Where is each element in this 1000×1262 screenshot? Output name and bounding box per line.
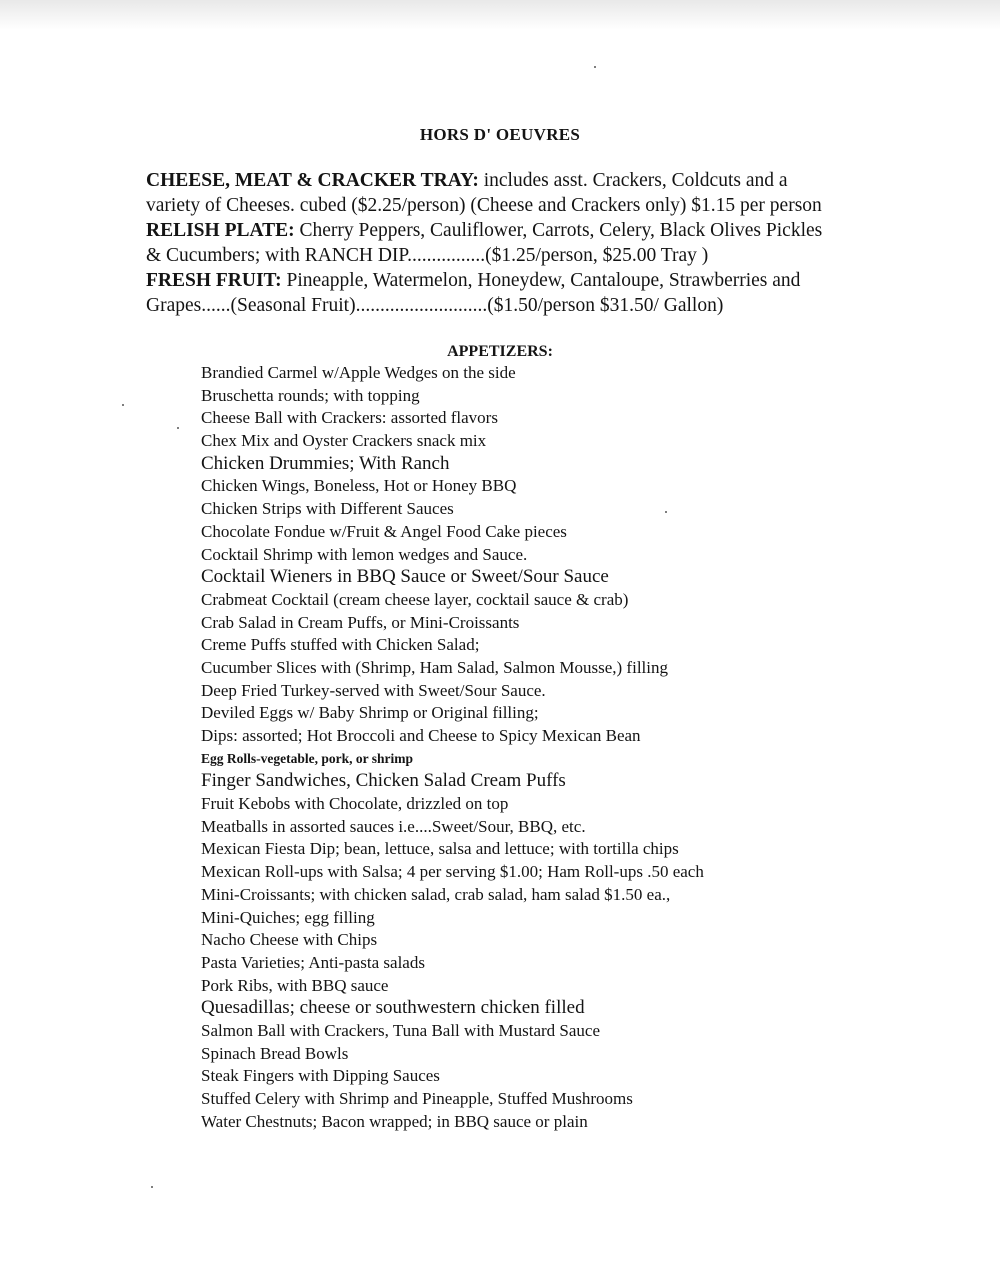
appetizer-item: Quesadillas; cheese or southwestern chicken filled	[201, 997, 585, 1019]
appetizer-item: Cocktail Wieners in BBQ Sauce or Sweet/Sour Sauce	[201, 566, 609, 588]
appetizer-item: Mexican Roll-ups with Salsa; 4 per serving $1.00; Ham Roll-ups .50 each	[201, 862, 704, 882]
appetizer-item: Creme Puffs stuffed with Chicken Salad;	[201, 635, 480, 655]
page-title: HORS D' OEUVRES	[419, 125, 581, 144]
appetizer-item: Steak Fingers with Dipping Sauces	[201, 1066, 440, 1086]
appetizer-item: Finger Sandwiches, Chicken Salad Cream Puffs	[201, 770, 566, 792]
appetizer-item: Cocktail Shrimp with lemon wedges and Sauce.	[201, 544, 528, 564]
appetizer-item: Egg Rolls-vegetable, pork, or shrimp	[201, 750, 413, 766]
menu-entry-label: RELISH PLATE:	[146, 220, 295, 241]
scan-speck	[151, 1186, 153, 1188]
appetizer-item: Deviled Eggs w/ Baby Shrimp or Original filling;	[201, 703, 539, 723]
appetizer-item: Meatballs in assorted sauces i.e....Sweet/Sour, BBQ, etc.	[201, 816, 586, 836]
appetizer-item: Chicken Drummies; With Ranch	[201, 452, 450, 474]
appetizer-item: Chocolate Fondue w/Fruit & Angel Food Cake pieces	[201, 521, 567, 541]
appetizer-list	[201, 362, 821, 1133]
scan-edge-shadow	[0, 0, 1000, 30]
menu-entry-text: includes asst. Crackers, Coldcuts and a variety of Cheeses. cubed ($2.25/person) (Cheese and Crackers only) $1.15 per person	[146, 170, 822, 216]
appetizer-item: Salmon Ball with Crackers, Tuna Ball with Mustard Sauce	[201, 1020, 600, 1040]
appetizer-item: Chicken Wings, Boneless, Hot or Honey BBQ	[201, 476, 517, 496]
appetizer-item: Water Chestnuts; Bacon wrapped; in BBQ sauce or plain	[201, 1111, 588, 1131]
menu-entry-text: Cherry Peppers, Cauliflower, Carrots, Celery, Black Olives Pickles & Cucumbers; with RANCH DIP................($1.25/person, $25.00 Tray )	[146, 220, 823, 266]
menu-entry-fresh-fruit	[146, 268, 826, 318]
scan-speck	[122, 404, 124, 406]
menu-entry-relish-plate	[146, 218, 826, 268]
appetizer-item: Deep Fried Turkey-served with Sweet/Sour Sauce.	[201, 680, 546, 700]
appetizer-item: Dips: assorted; Hot Broccoli and Cheese to Spicy Mexican Bean	[201, 726, 641, 745]
menu-entry-text: Pineapple, Watermelon, Honeydew, Cantaloupe, Strawberries and Grapes......(Seasonal Fruit)...........................($1.50/person $31.50/ Gallon)	[146, 270, 801, 316]
appetizer-item: Chicken Strips with Different Sauces	[201, 499, 454, 519]
appetizer-item: Bruschetta rounds; with topping	[201, 385, 420, 405]
appetizer-item: Mini-Quiches; egg filling	[201, 907, 375, 927]
menu-entry-label: CHEESE, MEAT & CRACKER TRAY:	[146, 170, 479, 191]
scan-speck	[177, 427, 179, 429]
appetizer-item: Pork Ribs, with BBQ sauce	[201, 975, 389, 995]
scan-speck	[594, 66, 596, 68]
appetizer-item: Nacho Cheese with Chips	[201, 930, 378, 950]
appetizer-item: Pasta Varieties; Anti-pasta salads	[201, 952, 425, 972]
appetizer-item: Crab Salad in Cream Puffs, or Mini-Croissants	[201, 612, 520, 632]
appetizer-item: Chex Mix and Oyster Crackers snack mix	[201, 431, 487, 451]
menu-entry-cheese-tray	[146, 168, 826, 218]
appetizer-item: Brandied Carmel w/Apple Wedges on the side	[201, 363, 516, 382]
appetizer-item: Cheese Ball with Crackers: assorted flavors	[201, 408, 498, 428]
appetizer-item: Mexican Fiesta Dip; bean, lettuce, salsa and lettuce; with tortilla chips	[201, 839, 679, 859]
appetizer-item: Mini-Croissants; with chicken salad, crab salad, ham salad $1.50 ea.,	[201, 884, 671, 904]
appetizer-item: Cucumber Slices with (Shrimp, Ham Salad, Salmon Mousse,) filling	[201, 657, 668, 677]
appetizer-item: Stuffed Celery with Shrimp and Pineapple, Stuffed Mushrooms	[201, 1089, 633, 1108]
menu-entry-label: FRESH FRUIT:	[146, 270, 282, 291]
hors-doeuvres-section	[146, 168, 826, 318]
appetizer-item: Fruit Kebobs with Chocolate, drizzled on top	[201, 794, 509, 814]
appetizers-title: APPETIZERS:	[447, 343, 553, 360]
appetizer-item: Crabmeat Cocktail (cream cheese layer, cocktail sauce & crab)	[201, 589, 629, 609]
appetizer-item: Spinach Bread Bowls	[201, 1043, 349, 1063]
